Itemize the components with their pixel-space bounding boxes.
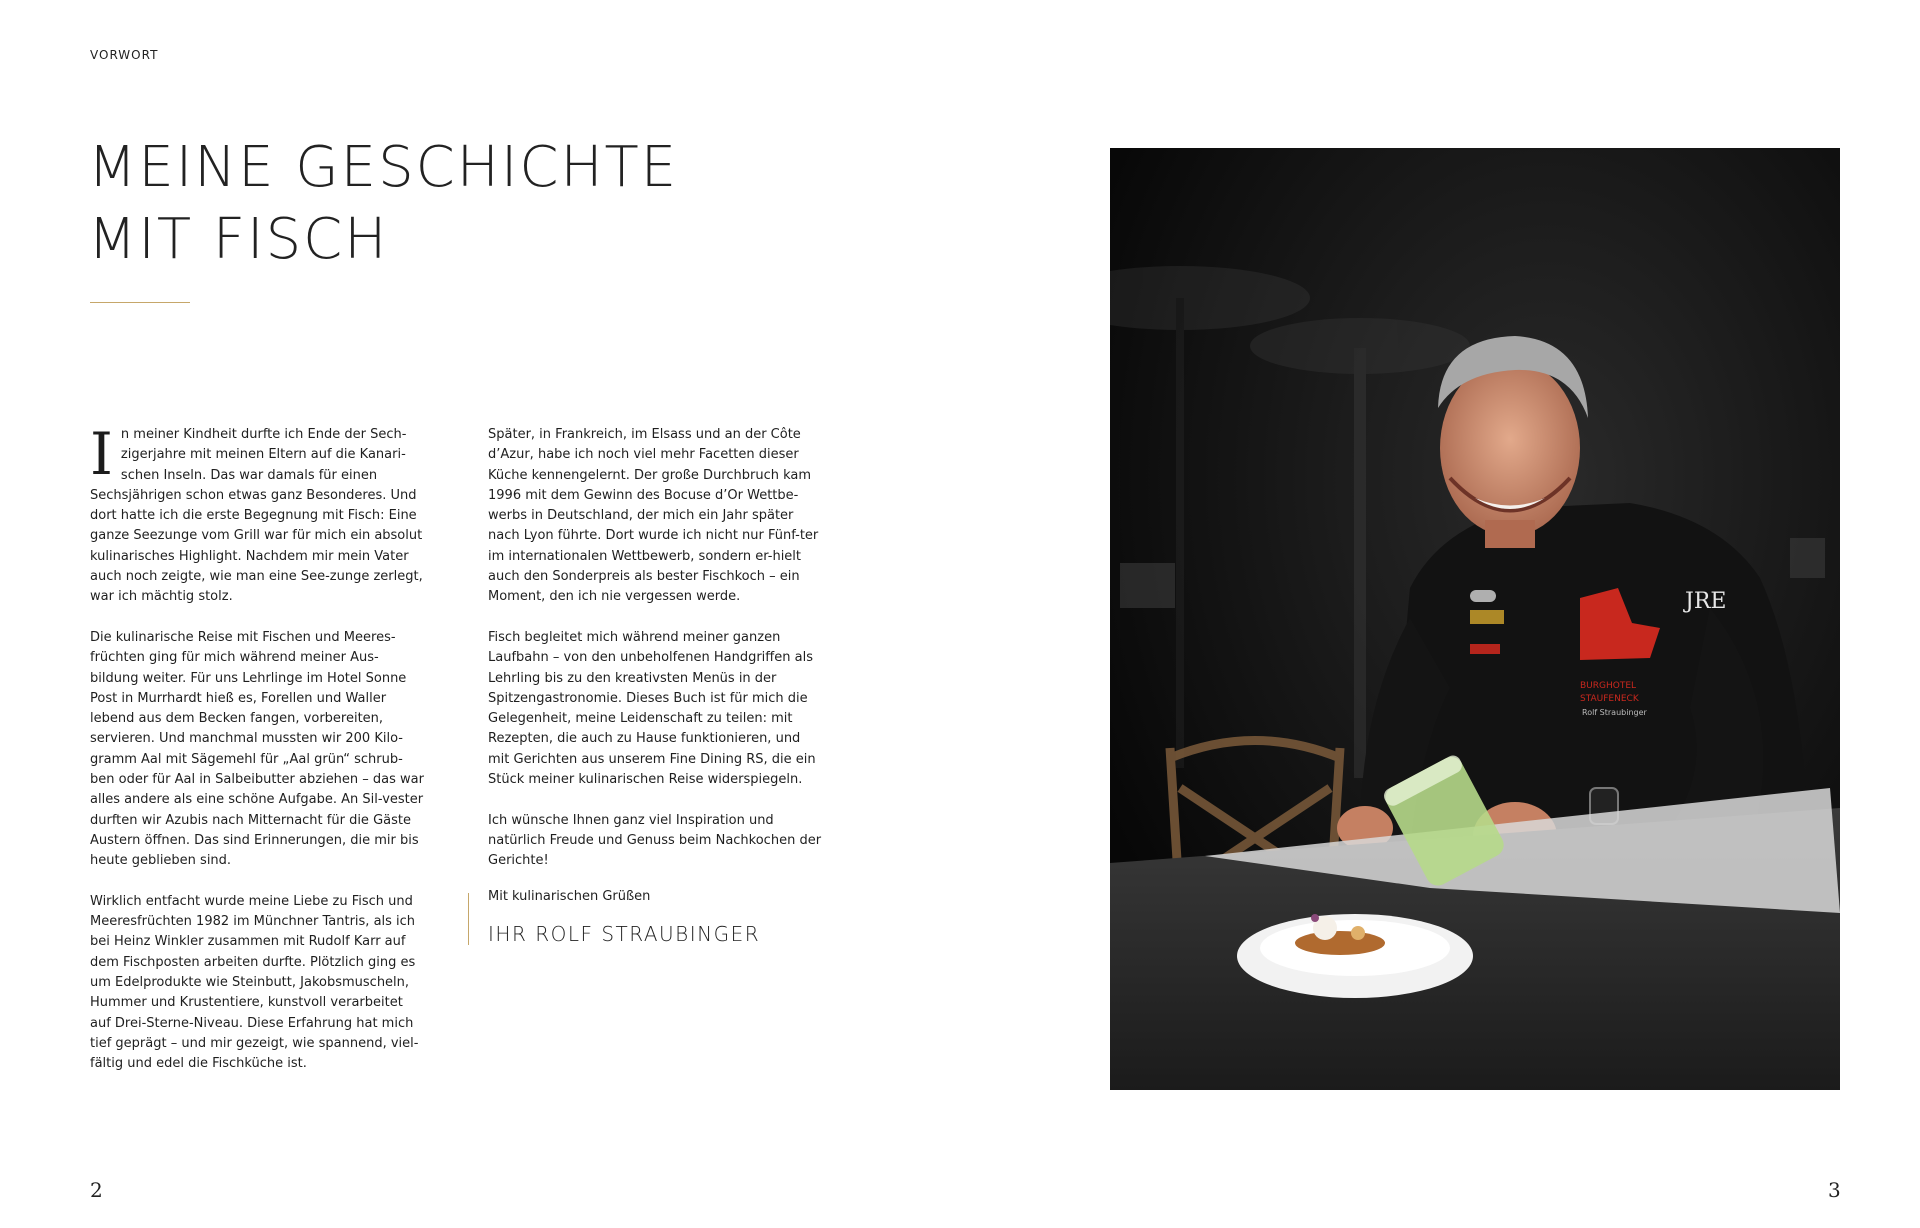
title-line-2: MIT FISCH [88,207,389,272]
paragraph-6: Ich wünsche Ihnen ganz viel Inspiration und natürlich Freude und Genuss beim Nachkochen der Gerichte! [488,812,822,869]
left-text-column [90,420,425,1095]
closing-greeting: Mit kulinarischen Grüßen [488,889,651,904]
drop-cap: I [90,420,113,488]
title-line-1: MEINE GESCHICHTE [88,135,679,200]
page-title [88,132,678,276]
page-number-right: 3 [1828,1178,1841,1202]
jacket-logo: JRE [1685,589,1727,614]
jacket-text-2: STAUFENECK [1580,694,1639,704]
chef-photo [1110,148,1840,1090]
paragraph-2: Die kulinarische Reise mit Fischen und Meeres-früchten ging für mich während meiner Aus-bildung weiter. Für uns Lehrlinge im Hotel Sonne Post in Murrhardt hieß es, Forellen und Waller lebend aus dem Becken fangen, vorbereiten, servieren. Und manchmal mussten wir 200 Kilo-gramm Aal mit Sägemehl für „Aal grün“ schrub-ben oder für Aal in Salbeibutter abziehen – das war alles andere als eine schöne Aufgabe. An Sil-vester durften wir Azubis nach Mitternacht für die Gäste Austern öffnen. Das sind Erinnerungen, die mir bis heute geblieben sind. [90,629,424,869]
jacket-text-3: Rolf Straubinger [1582,708,1647,717]
title-divider [90,302,190,303]
paragraph-1-text: n meiner Kindheit durfte ich Ende der Sech-zigerjahre mit meinen Eltern auf die Kanari-schen Inseln. Das war damals für einen Sechsjährigen schon etwas ganz Besonderes. Und dort hatte ich die erste Begegnung mit Fisch: Eine ganze Seezunge vom Grill war für mich ein absolut kulinarisches Highlight. Nachdem mir mein Vater auch noch zeigte, wie man eine See-zunge zerlegt, war ich mächtig stolz. [90,427,423,605]
paragraph-4: Später, in Frankreich, im Elsass und an der Côte d’Azur, habe ich noch viel mehr Facetten dieser Küche kennengelernt. Der große Durchbruch kam 1996 mit dem Gewinn des Bocuse d’Or Wettbe-werbs in Deutschland, der mich ein Jahr später nach Lyon führte. Dort wurde ich nicht nur Fünf-ter im internationalen Wettbewerb, sondern er-hielt auch den Sonderpreis als bester Fischkoch – ein Moment, den ich nie vergessen werde. [488,427,819,605]
paragraph-5: Fisch begleitet mich während meiner ganzen Laufbahn – von den unbeholfenen Handgriffen als Lehrling bis zu den kreativsten Menüs in der Spitzengastronomie. Dieses Buch ist für mich die Gelegenheit, meine Leidenschaft zu teilen: mit Rezepten, die auch zu Hause funktionieren, und mit Gerichten aus unserem Fine Dining RS, die ein Stück meiner kulinarischen Reise widerspiegeln. [488,629,816,788]
right-text-column [488,425,823,892]
chef-photo-illustration [1110,148,1840,1090]
jacket-text-1: BURGHOTEL [1580,681,1637,691]
paragraph-1 [90,420,425,608]
page-number-left: 2 [90,1178,103,1202]
paragraph-3: Wirklich entfacht wurde meine Liebe zu Fisch und Meeresfrüchten 1982 im Münchner Tantris, als ich bei Heinz Winkler zusammen mit Rudolf Karr auf dem Fischposten arbeiten durfte. Plötzlich ging es um Edelprodukte wie Steinbutt, Jakobsmuscheln, Hummer und Krustentiere, kunstvoll verarbeitet auf Drei-Sterne-Niveau. Diese Erfahrung hat mich tief geprägt – und mir gezeigt, wie spannend, viel-fältig und edel die Fischküche ist. [90,893,419,1072]
signature: IHR ROLF STRAUBINGER [488,922,761,946]
section-label: VORWORT [90,48,159,62]
signature-rule [468,893,489,945]
